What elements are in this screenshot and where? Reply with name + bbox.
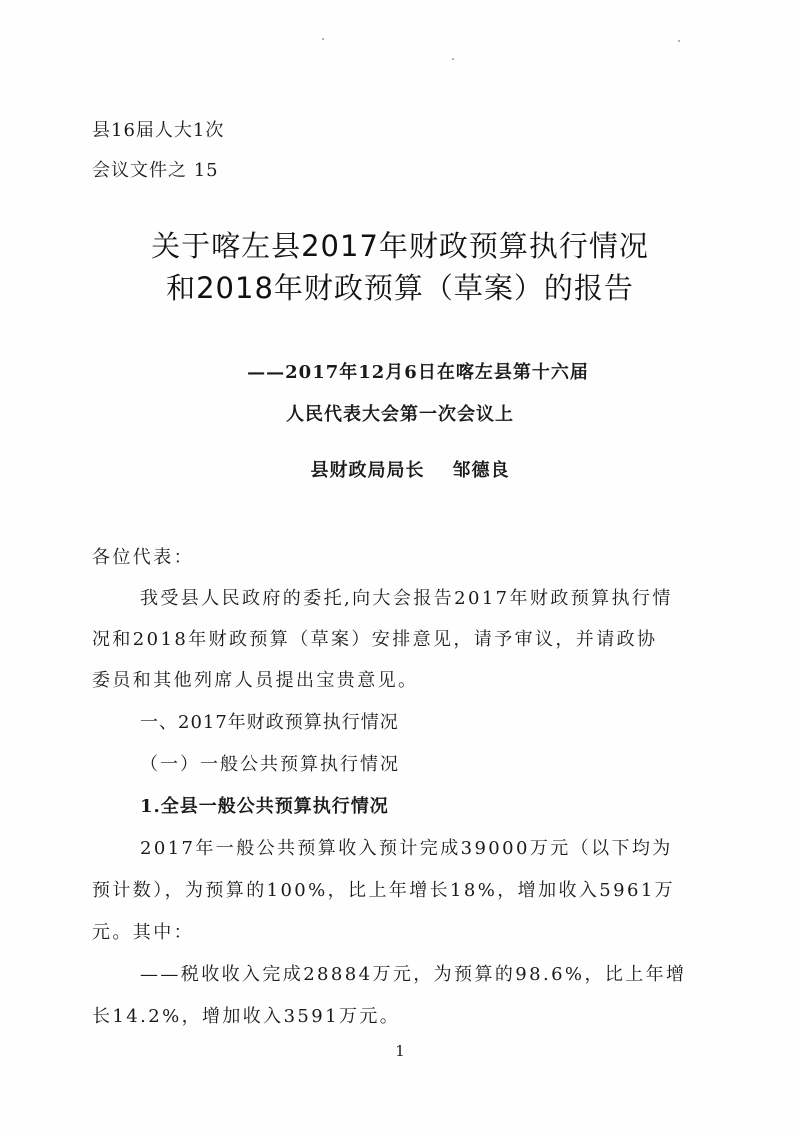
file-number-line1: 县16届人大1次 (92, 120, 225, 141)
section-heading-1: 一、2017年财政预算执行情况 (140, 712, 399, 733)
salutation: 各位代表： (92, 547, 194, 568)
author-line (0, 456, 800, 482)
report-subtitle-line1: ——2017年12月6日在喀左县第十六届 (247, 362, 589, 383)
intro-paragraph-line: 我受县人民政府的委托,向大会报告2017年财政预算执行情 (140, 588, 673, 609)
tax-paragraph-line: ——税收收入完成28884万元，为预算的98.6%，比上年增 (140, 964, 687, 985)
scan-speck (678, 40, 680, 42)
scan-speck (322, 38, 324, 40)
section-heading-1-1-1: 1.全县一般公共预算执行情况 (140, 796, 389, 817)
file-number-line2: 会议文件之 15 (92, 160, 219, 181)
page-number: 1 (395, 1042, 405, 1060)
author-name: 邹德良 (452, 460, 510, 481)
revenue-paragraph-line: 2017年一般公共预算收入预计完成39000万元（以下均为 (140, 838, 673, 859)
report-title-line2: 和2018年财政预算（草案）的报告 (166, 271, 634, 305)
scan-speck (452, 58, 454, 60)
author-position: 县财政局局长 (310, 460, 425, 481)
tax-paragraph-line: 长14.2%，增加收入3591万元。 (92, 1006, 401, 1027)
revenue-paragraph-line: 预计数），为预算的100%，比上年增长18%，增加收入5961万 (92, 880, 676, 901)
intro-paragraph-line: 况和2018年财政预算（草案）安排意见，请予审议，并请政协 (92, 629, 658, 650)
intro-paragraph-line: 委员和其他列席人员提出宝贵意见。 (92, 670, 419, 691)
report-title-line1: 关于喀左县2017年财政预算执行情况 (151, 229, 649, 263)
revenue-paragraph-line: 元。其中： (92, 922, 194, 943)
section-heading-1-1: （一）一般公共预算执行情况 (140, 754, 400, 775)
report-subtitle-line2: 人民代表大会第一次会议上 (286, 404, 514, 425)
